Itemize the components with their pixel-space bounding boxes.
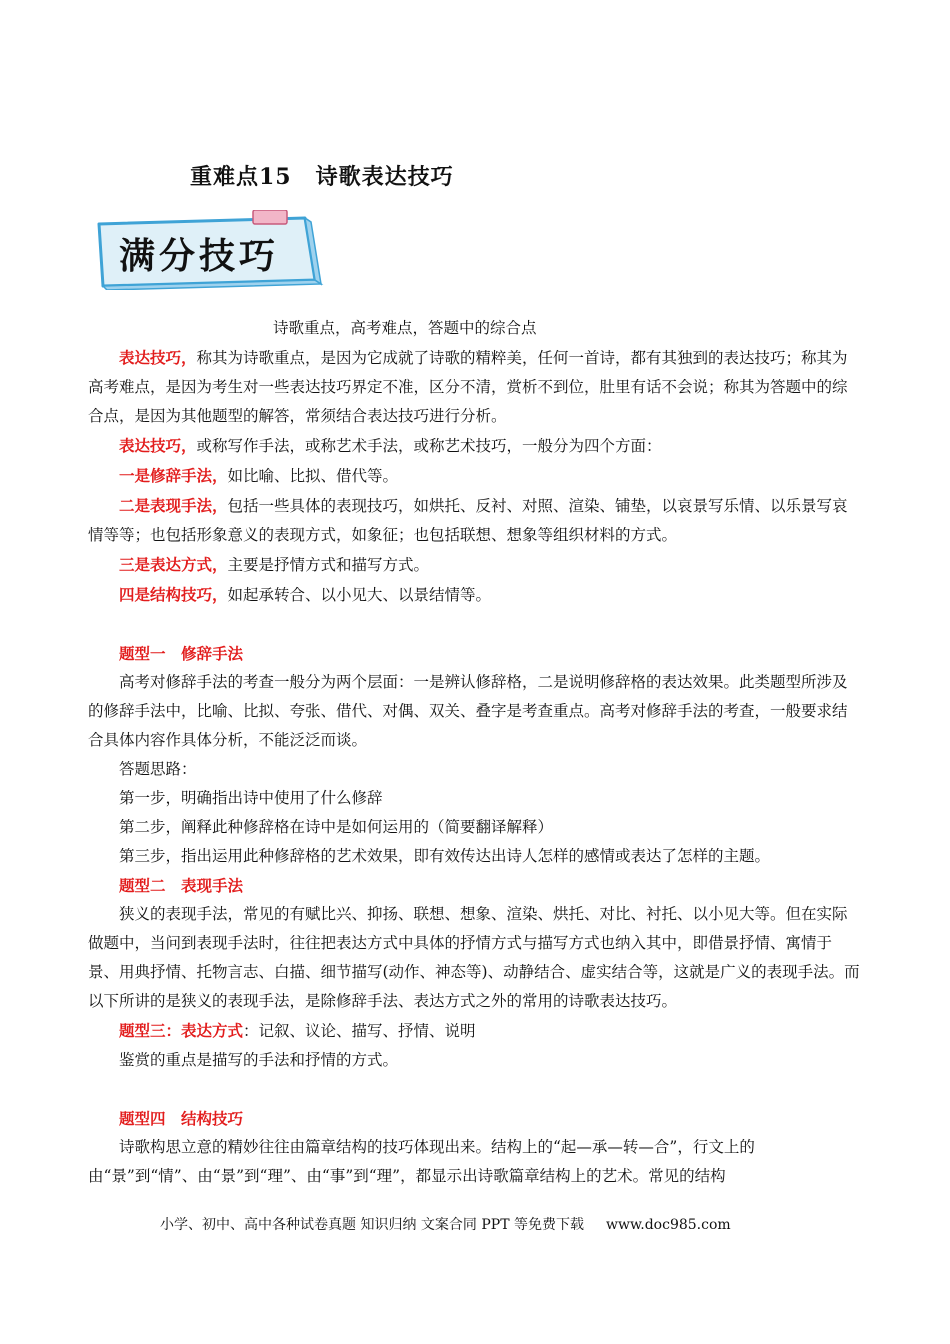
intro-line: 诗歌重点，高考难点，答题中的综合点 <box>273 319 537 337</box>
document-body <box>88 314 860 1191</box>
footer-url[interactable]: www.doc985.com <box>605 1217 731 1233</box>
paragraph: 狭义的表现手法，常见的有赋比兴、抑扬、联想、想象、渲染、烘托、对比、衬托、以小见大等。但在实际做题中，当问到表现手法时，往往把表达方式中具体的抒情方式与描写方式也纳入其中，即借景抒情、寓情于景、用典抒情、托物言志、白描、细节描写(动作、神态等)、动静结合、虚实结合等，这就是广义的表现手法。而以下所讲的是狭义的表现手法，是除修辞手法、表达方式之外的常用的诗歌表达技巧。 <box>88 905 860 1010</box>
section-heading: 题型三：表达方式 <box>119 1021 244 1040</box>
title-main: 重难点15 <box>190 164 292 190</box>
paragraph: 二是表现手法，包括一些具体的表现技巧，如烘托、反衬、对照、渲染、铺垫，以哀景写乐情、以乐景写哀情等等；也包括形象意义的表现方式，如象征；也包括联想、想象等组织材料的方式。 <box>88 496 848 544</box>
banner-label: 满分技巧 <box>119 236 280 277</box>
paragraph: 三是表达方式，主要是抒情方式和描写方式。 <box>119 555 430 574</box>
paragraph: 第二步，阐释此种修辞格在诗中是如何运用的（简要翻译解释） <box>119 818 554 836</box>
section-heading: 题型四 结构技巧 <box>119 1109 244 1128</box>
section-banner <box>93 210 329 290</box>
page-title <box>190 160 454 191</box>
binder-clip-icon <box>253 210 287 224</box>
paragraph: 鉴赏的重点是描写的手法和抒情的方式。 <box>119 1051 399 1069</box>
section-heading: 题型二 表现手法 <box>119 876 244 895</box>
paragraph: 高考对修辞手法的考查一般分为两个层面：一是辨认修辞格，二是说明修辞格的表达效果。此类题型所涉及的修辞手法中，比喻、比拟、夸张、借代、对偶、双关、叠字是考查重点。高考对修辞手法的考查，一般要求结合具体内容作具体分析，不能泛泛而谈。 <box>88 673 848 749</box>
section-heading-line: 题型三：表达方式：记叙、议论、描写、抒情、说明 <box>119 1021 476 1040</box>
title-sub: 诗歌表达技巧 <box>315 164 454 190</box>
section-heading: 题型一 修辞手法 <box>119 644 244 663</box>
footer-text: 小学、初中、高中各种试卷真题 知识归纳 文案合同 PPT 等免费下载 <box>160 1217 584 1233</box>
paragraph: 诗歌构思立意的精妙往往由篇章结构的技巧体现出来。结构上的“起—承—转—合”，行文上的由“景”到“情”、由“景”到“理”、由“事”到“理”，都显示出诗歌篇章结构上的艺术。常见的结构 <box>88 1138 755 1185</box>
paragraph: 一是修辞手法，如比喻、比拟、借代等。 <box>119 466 399 485</box>
paragraph: 第三步，指出运用此种修辞格的艺术效果，即有效传达出诗人怎样的感情或表达了怎样的主题。 <box>119 847 771 865</box>
paragraph: 第一步，明确指出诗中使用了什么修辞 <box>119 789 383 807</box>
paragraph: 答题思路： <box>119 760 197 778</box>
paragraph: 四是结构技巧，如起承转合、以小见大、以景结情等。 <box>119 585 492 604</box>
paragraph: 表达技巧，称其为诗歌重点，是因为它成就了诗歌的精粹美，任何一首诗，都有其独到的表达技巧；称其为高考难点，是因为考生对一些表达技巧界定不准，区分不清，赏析不到位，肚里有话不会说；称其为答题中的综合点，是因为其他题型的解答，常须结合表达技巧进行分析。 <box>88 348 848 425</box>
paragraph: 表达技巧，或称写作手法，或称艺术手法，或称艺术技巧，一般分为四个方面： <box>119 436 662 455</box>
page-footer <box>160 1214 731 1234</box>
